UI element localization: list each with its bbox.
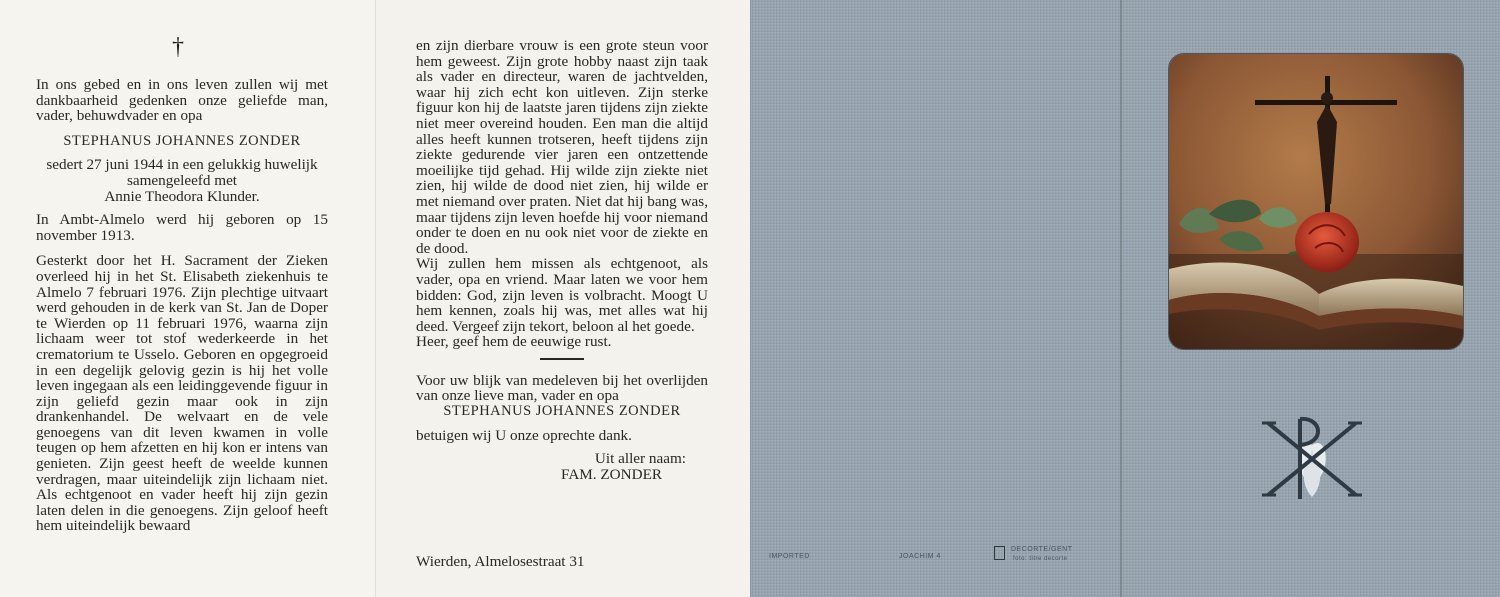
signature-label: Uit aller naam: <box>594 450 686 468</box>
left-body-text: Gesterkt door het H. Sacrament der Zieken overleed hij in het St. Elisabeth ziekenhuis te Almelo 7 februari 1976. Zijn plechtige uitvaart werd gehouden in de kerk van St. Jan de Doper te Wierden op 11 februari 1976, waarna zijn lichaam weer tot stof wederkeerde in het crematorium te Usselo. Geboren en opgegroeid in een degelijk gelovig gezin is hij het volle leven ingegaan als een leidinggevende figuur in zijn geliefd gezin maar ook in zijn drankenhandel. De welvaart en de vele genoegens van dit leven kwamen in volle teugen op hem afzetten en hij kon er intens van genieten. Zijn geest heeft de weelde kunnen verdragen, maar uiteindelijk zijn lichaam niet. Als echtgenoot en vader heeft hij zijn gezin laten delen in die genoegens. Zijn geloof heeft hem uiteindelijk bewaard <box>36 252 328 535</box>
marriage-text: sedert 27 juni 1944 in een gelukkig huwelijk samengeleefd met <box>46 156 318 189</box>
thanks-text: Voor uw blijk van medeleven bij het overlijden van onze lieve man, vader en opa <box>416 371 708 405</box>
back-cover <box>750 0 1120 597</box>
thanks-text-2: betuigen wij U onze oprechte dank. <box>416 426 632 444</box>
chi-rho-icon <box>1262 415 1362 501</box>
publisher-logo-icon <box>994 546 1005 560</box>
address-text: Wierden, Almelosestraat 31 <box>416 553 585 570</box>
birth-text: In Ambt-Almelo werd hij geboren op 15 november 1913. <box>36 211 328 244</box>
divider <box>540 358 584 360</box>
crucifix-rose-bible-image <box>1169 54 1463 349</box>
family-name: FAM. ZONDER <box>561 465 662 483</box>
front-cover <box>1120 0 1500 597</box>
left-inner-page <box>0 0 375 597</box>
spouse-name: Annie Theodora Klunder. <box>104 187 260 205</box>
right-body-text: en zijn dierbare vrouw is een grote steun voor hem geweest. Zijn grote hobby naast zijn taak als vader en directeur, waren de jachtvelden, waar hij zich echt kon uitleven. Zijn sterke figuur kon hij de laatste jaren tijdens zijn ziekte niet meer overeind houden. Een man die altijd alles heeft kunnen trotseren, heeft tijdens zijn ziekte gedurende vier jaren een ontzettende moeilijke tijd gehad. Hij wilde zijn ziekte niet zien, hij wilde de dood niet zien, hij wilde er met niemand over praten. Niet dat hij bang was, maar tijdens zijn leven hoefde hij voor niemand onder te doen en nu ook niet voor de ziekte en de dood. <box>416 37 708 257</box>
farewell-text: Wij zullen hem missen als echtgenoot, als vader, opa en vriend. Maar laten we voor hem bidden: God, zijn leven is volbracht. Moogt U hem kennen, zoals hij was, met alles wat hij deed. Vergeef zijn tekort, beloon al het goede. <box>416 255 708 335</box>
left-page-text <box>36 77 328 534</box>
right-inner-page <box>375 0 750 597</box>
publisher-name: DECORTE/GENT <box>1011 546 1073 553</box>
photo-credit: foto: titre decorte <box>1013 556 1068 562</box>
intro-text: In ons gebed en in ons leven zullen wij met dankbaarheid gedenken onze geliefde man, vader, behuwdvader en opa <box>36 76 328 125</box>
imported-label: IMPORTED <box>769 553 810 560</box>
deceased-name-2: STEPHANUS JOHANNES ZONDER <box>443 403 681 420</box>
right-page-text <box>416 38 708 482</box>
product-code: JOACHIM 4 <box>899 553 941 560</box>
cross-icon: † <box>172 34 184 60</box>
deceased-name: STEPHANUS JOHANNES ZONDER <box>63 132 301 149</box>
cover-photo <box>1168 53 1464 350</box>
prayer-text: Heer, geef hem de eeuwige rust. <box>416 333 612 351</box>
